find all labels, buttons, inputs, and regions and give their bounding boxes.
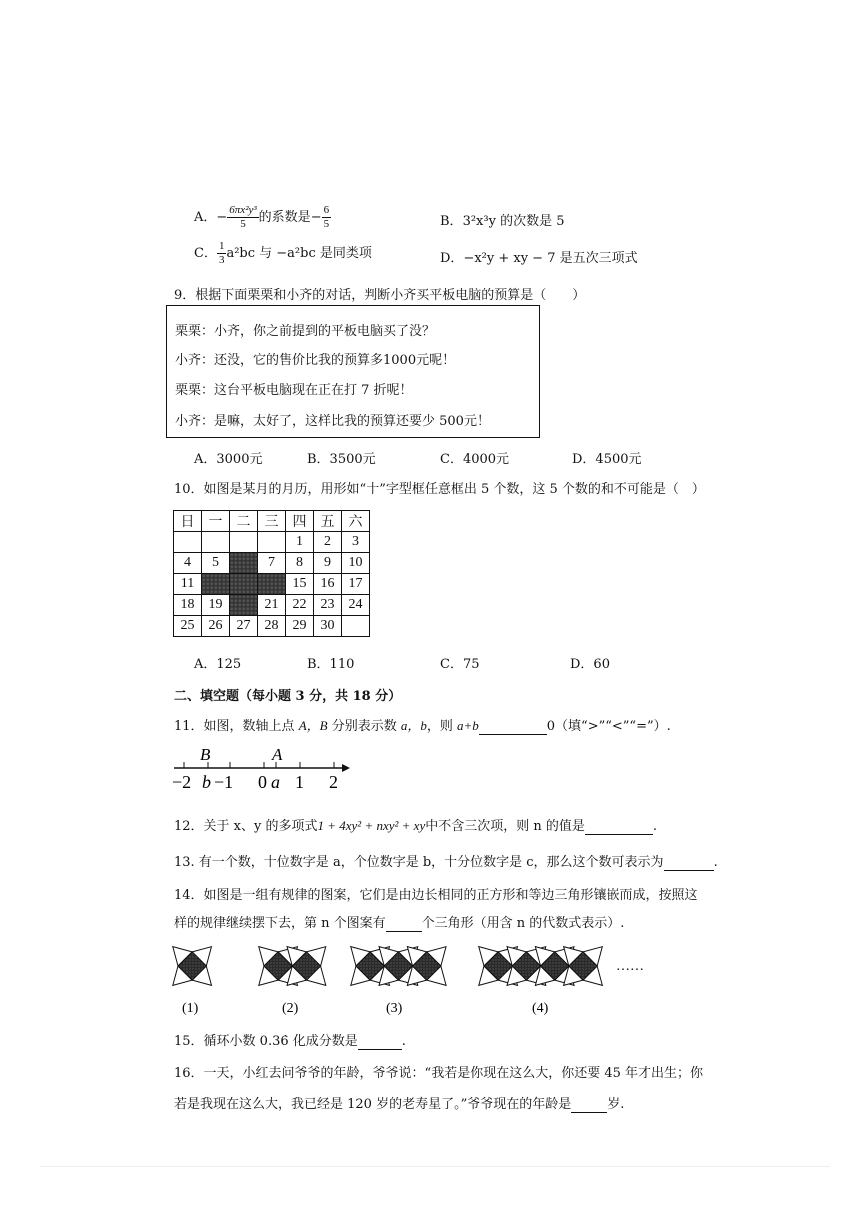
q8-option-c: C． $\frac{1}{3}$ a²bc 与 −a²bc 是同类项 [194,240,372,266]
q15-stem: 15．循环小数 0.36̇ 化成分数是 . [174,1034,406,1049]
q9-option-c: C．4000元 [440,452,510,467]
point-b-label: B [200,745,211,764]
axis-label: −2 [172,772,192,792]
calendar-cell: 24 [342,595,370,616]
axis-label: −1 [214,772,234,792]
figure-label: (4) [532,1001,549,1016]
calendar-header-cell: 五 [314,511,342,532]
calendar-cell: 2 [314,532,342,553]
ellipsis-dots: …… [616,959,644,974]
q9-option-d: D．4500元 [572,452,642,467]
calendar-header-row [174,511,370,532]
calendar-row [174,553,370,574]
calendar-cell: 11 [174,574,202,595]
calendar-cell [258,532,286,553]
q8-option-d: D．−x²y + xy − 7 是五次三项式 [440,251,638,266]
axis-label: 2 [329,772,338,792]
calendar-cross-shaded-cell [202,574,230,595]
q8-option-a: A．− $\frac{\text{6πx²y³}}{5}$ 的系数是− $\frac{6}{5}$ [194,204,330,230]
calendar-cell: 9 [314,553,342,574]
calendar-cell: 23 [314,595,342,616]
q13-stem: 13. 有一个数，十位数字是 a，个位数字是 b，十分位数字是 c，那么这个数可表示为 . [174,855,718,870]
figure-label: (2) [282,1001,299,1016]
calendar-cell: 28 [258,616,286,637]
q9-option-a: A．3000元 [194,452,263,467]
q9-option-b: B．3500元 [307,452,376,467]
answer-blank [571,1097,607,1113]
calendar-cell: 17 [342,574,370,595]
fraction: $\frac{1}{3}$ [218,240,225,266]
calendar-header-cell: 日 [174,511,202,532]
axis-label: 1 [295,772,304,792]
calendar-cell: 21 [258,595,286,616]
calendar-cell: 7 [258,553,286,574]
number-line-diagram [170,742,360,794]
calendar-cell: 27 [230,616,258,637]
calendar-cell: 15 [286,574,314,595]
point-a-label: A [272,745,283,764]
calendar-cross-shaded-cell [230,595,258,616]
calendar-cell: 10 [342,553,370,574]
q11-stem: 11．如图，数轴上点 A，B 分别表示数 a，b，则 a+b 0（填“>”“<”“=”）. [174,718,671,734]
calendar-cell: 5 [202,553,230,574]
figure-label: (1) [182,1001,199,1016]
figure-label: (3) [386,1001,403,1016]
calendar-cell [202,532,230,553]
calendar-header-cell: 一 [202,511,230,532]
q16-line2: 若是我现在这么大，我已经是 120 岁的老寿星了。”爷爷现在的年龄是 岁. [174,1097,625,1112]
answer-blank [585,819,653,835]
calendar-cell: 1 [286,532,314,553]
fraction: $\frac{6}{5}$ [323,204,330,230]
axis-label: b [202,772,211,792]
calendar-cell [342,616,370,637]
calendar-cell [174,532,202,553]
calendar-row [174,532,370,553]
calendar-row [174,616,370,637]
calendar-header-cell: 六 [342,511,370,532]
axis-label: a [271,772,280,792]
fraction: $\frac{\text{6πx²y³}}{5}$ [229,204,257,230]
calendar-cell: 19 [202,595,230,616]
calendar-cell: 30 [314,616,342,637]
calendar-cell: 26 [202,616,230,637]
dialog-line: 栗栗：这台平板电脑现在正在打 7 折呢！ [175,383,413,398]
calendar-header-cell: 二 [230,511,258,532]
calendar-table [173,510,370,637]
calendar-cell: 8 [286,553,314,574]
calendar-cell: 29 [286,616,314,637]
q10-stem: 10．如图是某月的月历，用形如“十”字型框任意框出 5 个数，这 5 个数的和不可能是（ ） [174,482,705,497]
answer-blank [479,719,547,735]
calendar-cross-shaded-cell [230,553,258,574]
answer-blank [358,1034,402,1050]
answer-blank [386,916,422,932]
calendar-cell: 22 [286,595,314,616]
calendar-row [174,574,370,595]
pattern-diagram [168,938,668,1018]
calendar-cross-shaded-cell [230,574,258,595]
calendar-cross-shaded-cell [258,574,286,595]
axis-label: 0 [258,772,267,792]
dialog-line: 小齐：是嘛，太好了，这样比我的预算还要少 500元！ [175,414,490,429]
q8-option-b: B．3²x³y 的次数是 5 [440,214,565,229]
calendar-cell: 3 [342,532,370,553]
answer-blank [664,855,714,871]
section-heading: 二、填空题（每小题 3 分，共 18 分） [174,689,402,704]
arrow-head-icon [342,764,350,772]
q14-line1: 14．如图是一组有规律的图案，它们是由边长相同的正方形和等边三角形镶嵌而成，按照这 [174,888,698,903]
calendar-row [174,595,370,616]
calendar-cell: 4 [174,553,202,574]
q9-dialog-box [166,305,540,438]
calendar-cell: 25 [174,616,202,637]
calendar-cell: 16 [314,574,342,595]
q10-option-d: D．60 [570,657,610,672]
q10-option-a: A．125 [194,657,242,672]
q16-line1: 16．一天，小红去问爷爷的年龄，爷爷说：“我若是你现在这么大，你还要 45 年才出生；你 [174,1066,703,1081]
q12-stem: 12．关于 x、y 的多项式1 + 4xy² + nxy² + xy中不含三次项，则 n 的值是 . [174,818,657,834]
calendar-header-cell: 四 [286,511,314,532]
calendar-cell: 18 [174,595,202,616]
q14-line2: 样的规律继续摆下去，第 n 个图案有 个三角形（用含 n 的代数式表示）. [174,916,625,931]
pattern-figures [173,947,603,986]
q9-stem: 9．根据下面栗栗和小齐的对话，判断小齐买平板电脑的预算是（ ） [174,288,586,303]
calendar-cell [230,532,258,553]
calendar-header-cell: 三 [258,511,286,532]
q10-option-c: C．75 [440,657,480,672]
dialog-line: 小齐：还没，它的售价比我的预算多1000元呢！ [175,353,456,368]
page-divider [40,1166,830,1167]
q10-option-b: B．110 [307,657,355,672]
dialog-line: 栗栗：小齐，你之前提到的平板电脑买了没？ [175,324,436,339]
